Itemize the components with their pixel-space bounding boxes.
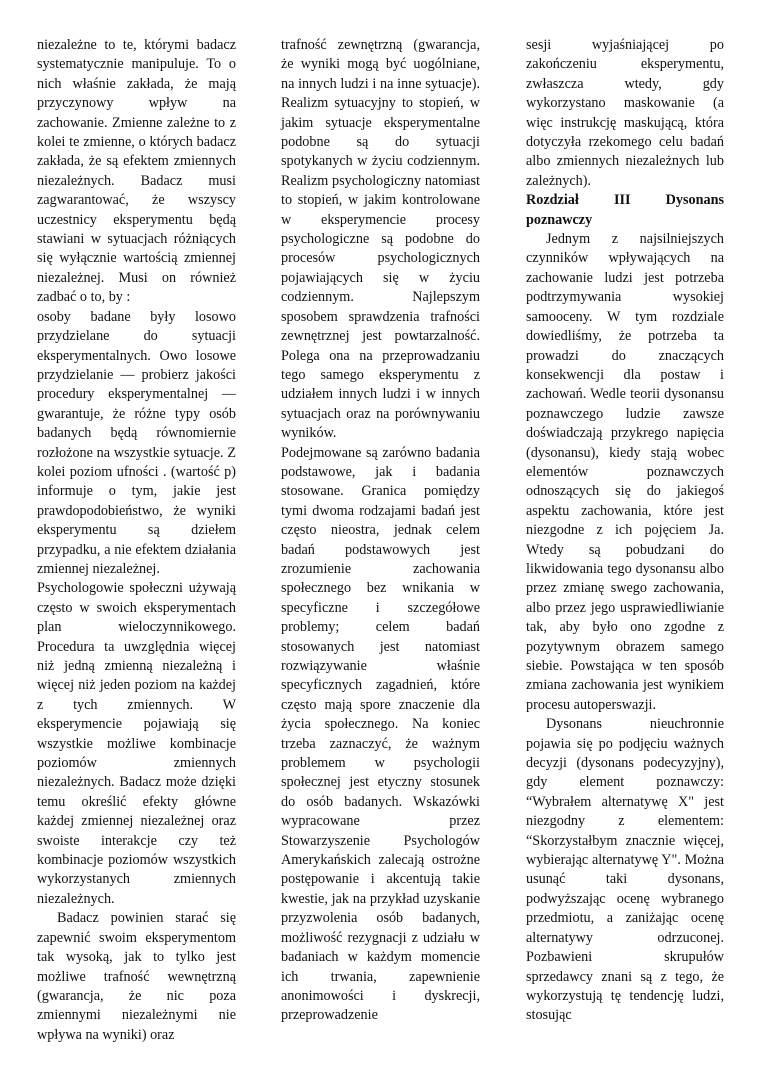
paragraph: osoby badane były losowo przydzielane do sytuacji eksperymentalnych. Owo losowe przydzielanie — probierz jakości procedury eksperymentalnej — gwarantuje, że różne typy osób badanych będą równomiernie rozłożone na wszystkie sytuacje. Z kolei poziom ufności . (wartość p) informuje o tym, jakie jest prawdopodobieństwo, że wyniki eksperymentu są dziełem przypadku, a nie efektem działania zmiennej niezależnej. xyxy=(37,308,236,577)
paragraph: niezależne to te, którymi badacz systematycznie manipuluje. To o nich właśnie zakłada, że mają przyczynowy wpływ na zachowanie. Zmienne zależne to z kolei te zmienne, o których badacz zakłada, że są efektem zmiennych niezależnych. Badacz musi zagwarantować, że wszyscy uczestnicy eksperymentu będą stawiani w sytuacjach różniących się wyłącznie wartością zmiennej niezależnej. Musi on również zadbać o to, by : xyxy=(37,37,236,306)
paragraph: Dysonans nieuchronnie pojawia się po podjęciu ważnych decyzji (dysonans podecyzyjny), gdy element poznawczy: “Wybrałem alternatywę X" jest niezgodny z elementem: “Skorzystałbym znacznie więcej, wybierając alternatywę Y". Można usunąć taki dysonans, podwyższając ocenę wybranego przedmiotu, a zaniżając ocenę alternatywy odrzuconej. Pozbawieni skrupułów sprzedawcy znani są z tego, że wykorzystują tę tendencję ludzi, stosując xyxy=(526,716,724,1024)
paragraph: Podejmowane są zarówno badania podstawowe, jak i badania stosowane. Granica pomiędzy tymi dwoma rodzajami badań jest często nieostra, jednak celem badań podstawowych jest zrozumienie zachowania społecznego bez wnikania w specyficzne i szczegółowe problemy; celem badań stosowanych jest natomiast rozwiązywanie właśnie specyficznych zagadnień, które często mają spore znaczenie dla życia społecznego. Na koniec trzeba zaznaczyć, że ważnym problemem w psychologii społecznej jest etyczny stosunek do osób badanych. Wskazówki wypracowane przez Stowarzyszenie Psychologów Amerykańskich zalecają ostrożne postępowanie i akcentują takie kwestie, jak na przykład uzyskanie przyzwolenia osób badanych, możliwość rezygnacji z udziału w badaniach w każdym momencie ich trwania, zapewnienie anonimowości i dyskrecji, przeprowadzenie xyxy=(281,444,480,1024)
paragraph: Psychologowie społeczni używają często w swoich eksperymentach plan wieloczynnikowego. Procedura ta uwzględnia więcej niż jedną zmienną niezależną i więcej niż jeden poziom na każdej z tych zmiennych. W eksperymencie pojawiają się wszystkie możliwe kombinacje poziomów zmiennych niezależnych. Badacz może dzięki temu określić efekty główne każdej zmiennej niezależnej oraz swoiste interakcje czy też kombinacje poziomów wszystkich wykorzystanych zmiennych niezależnych. xyxy=(37,580,236,907)
paragraph: sesji wyjaśniającej po zakończeniu eksperymentu, zwłaszcza wtedy, gdy wykorzystano maskowanie (a więc instrukcję maskującą, która dotyczyła rzekomego celu badań albo zmiennych niezależnych lub zależnych). xyxy=(526,37,724,189)
paragraph: trafność zewnętrzną (gwarancja, że wyniki mogą być uogólniane, na innych ludzi i na inne sytuacje). Realizm sytuacyjny to stopień, w jakim sytuacje eksperymentalne podobne są do sytuacji spotykanych w życiu codziennym. Realizm psychologiczny natomiast to stopień, w jakim kontrolowane w eksperymencie procesy psychologiczne są podobne do procesów psychologicznych pojawiających się w życiu codziennym. Najlepszym sposobem sprawdzenia trafności zewnętrznej jest powtarzalność. Polega ona na przeprowadzaniu tego samego eksperymentu z udziałem innych ludzi i w innych sytuacjach oraz na porównywaniu wyników. xyxy=(281,37,480,442)
text-column-3 xyxy=(526,36,724,1026)
text-column-2 xyxy=(281,36,480,1026)
paragraph: Badacz powinien starać się zapewnić swoim eksperymentom tak wysoką, jak to tylko jest możliwe trafność wewnętrzną (gwarancja, że nic poza zmiennymi niezależnymi nie wpływa na wyniki) oraz xyxy=(37,910,236,1043)
chapter-heading: Rozdział III Dysonans poznawczy xyxy=(526,192,724,228)
paragraph: Jednym z najsilniejszych czynników wpływających na zachowanie ludzi jest potrzeba podtrzymywania wysokiej samooceny. W tym rozdziale dowiedliśmy, że potrzeba ta prowadzi do znaczących konsekwencji dla postaw i zachowań. Wedle teorii dysonansu poznawczego ludzie zawsze doświadczają przykrego napięcia (dysonansu), kiedy stają wobec elementów poznawczych odnoszących się do jakiegoś aspektu zachowania, które jest niezgodne z ich pojęciem Ja. Wtedy są pobudzani do likwidowania tego dysonansu albo przez zmianę swego zachowania, albo przez jego usprawiedliwianie tak, aby było ono zgodne z pozytywnym obrazem samego siebie. Powstająca w ten sposób zmiana zachowania jest wynikiem procesu autoperswazji. xyxy=(526,231,724,713)
text-column-1 xyxy=(37,36,236,1045)
